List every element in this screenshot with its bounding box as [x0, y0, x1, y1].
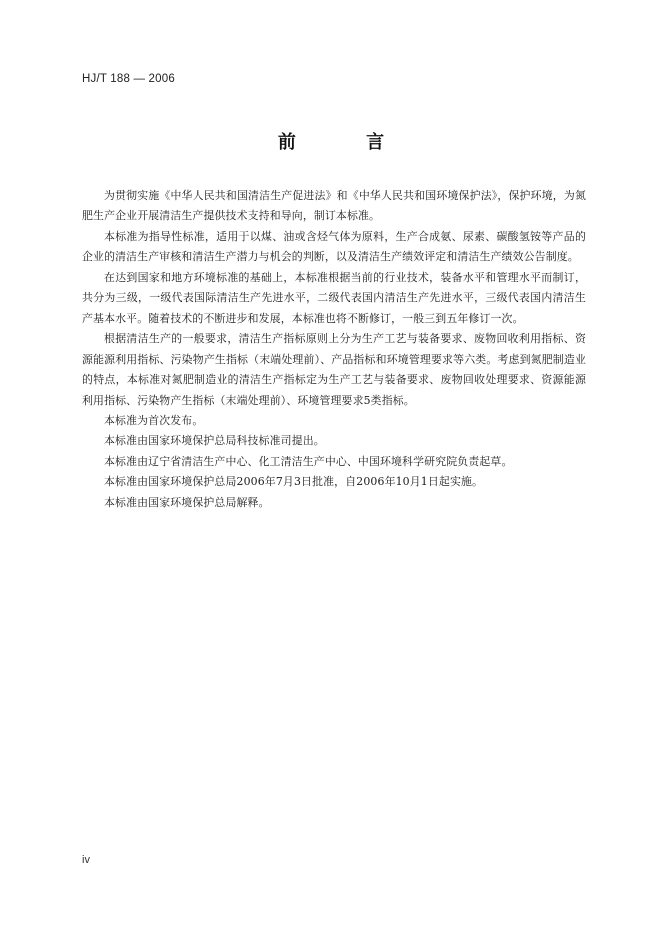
paragraph-purpose: 为贯彻实施《中华人民共和国清洁生产促进法》和《中华人民共和国环境保护法》，保护环境，为氮肥生产企业开展清洁生产提供技术支持和导向，制订本标准。: [82, 189, 586, 223]
paragraph-proposer: 本标准由国家环境保护总局科技标准司提出。: [104, 434, 325, 448]
paragraph-levels: 在达到国家和地方环境标准的基础上，本标准根据当前的行业技术，装备水平和管理水平而制订，共分为三级，一级代表国际清洁生产先进水平，二级代表国内清洁生产先进水平，三级代表国内清洁生产基本水平。随着技术的不断进步和发展，本标准也将不断修订，一般三到五年修订一次。: [82, 270, 586, 325]
paragraph-first-release: 本标准为首次发布。: [104, 413, 204, 427]
paragraph-approval: 本标准由国家环境保护总局2006年7月3日批准，自2006年10月1日起实施。: [104, 475, 484, 489]
foreword-body: [82, 186, 586, 513]
paragraph-drafters: 本标准由辽宁省清洁生产中心、化工清洁生产中心、中国环境科学研究院负责起草。: [104, 454, 513, 468]
paragraph-scope: 本标准为指导性标准，适用于以煤、油或含烃气体为原料，生产合成氨、尿素、碳酸氢铵等产品的企业的清洁生产审核和清洁生产潜力与机会的判断，以及清洁生产绩效评定和清洁生产绩效公告制度。: [82, 229, 586, 264]
standard-code: HJ/T 188 — 2006: [82, 73, 175, 85]
page-title: 前 言: [277, 132, 417, 153]
paragraph-indicators: 根据清洁生产的一般要求，清洁生产指标原则上分为生产工艺与装备要求、废物回收利用指标、资源能源利用指标、污染物产生指标（末端处理前）、产品指标和环境管理要求等六类。考虑到氮肥制造业的特点，本标准对氮肥制造业的清洁生产指标定为生产工艺与装备要求、废物回收处理要求、资源能源利用指标、污染物产生指标（末端处理前）、环境管理要求5类指标。: [82, 332, 586, 407]
paragraph-interpretation: 本标准由国家环境保护总局解释。: [104, 495, 270, 509]
page-number: iv: [82, 854, 90, 866]
